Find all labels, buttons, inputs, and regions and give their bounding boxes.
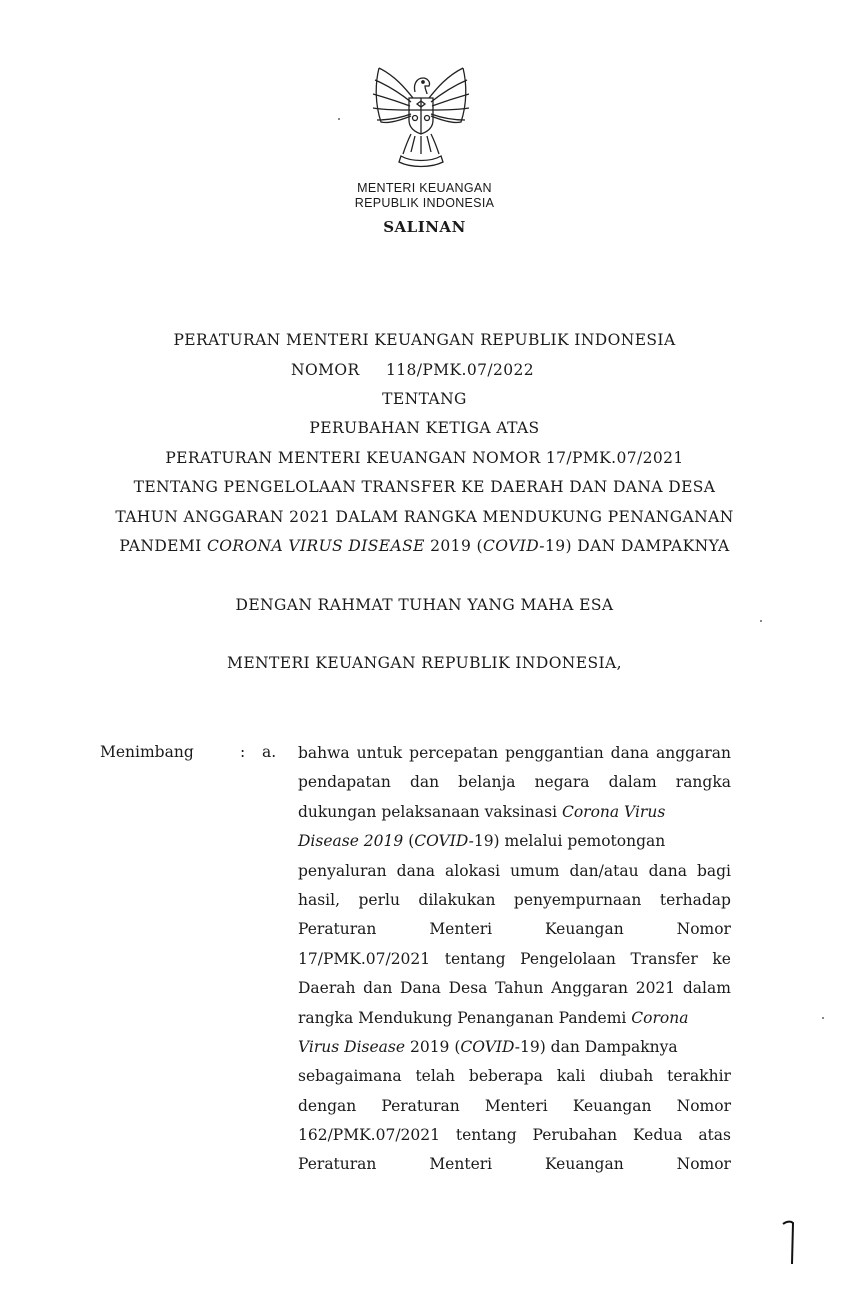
word: Kedua — [632, 1126, 683, 1145]
paragraph-line — [298, 772, 731, 801]
word: umum — [510, 861, 560, 880]
authority-heading: MENTERI KEUANGAN REPUBLIK INDONESIA, — [227, 654, 622, 672]
word: tentang — [444, 949, 506, 968]
subject-line-4: TAHUN ANGGARAN 2021 DALAM RANGKA MENDUKUNG PENANGANAN — [115, 508, 734, 526]
word: perlu — [358, 890, 400, 909]
handwritten-page-number-icon — [780, 1218, 800, 1268]
word: dalam — [608, 773, 657, 792]
word: tentang — [455, 1126, 517, 1145]
paragraph-line: dukungan pelaksanaan vaksinasi Corona Virus — [298, 802, 666, 821]
word: Desa — [448, 979, 488, 998]
word: Peraturan — [381, 1096, 460, 1115]
word: bagi — [696, 861, 731, 880]
paragraph-line: Virus Disease 2019 (COVID-19) dan Dampaknya — [298, 1037, 678, 1056]
word: Nomor — [676, 920, 731, 939]
word: beberapa — [468, 1067, 543, 1086]
invocation: DENGAN RAHMAT TUHAN YANG MAHA ESA — [235, 596, 614, 614]
nomor-value: 118/PMK.07/2022 — [386, 361, 535, 379]
paragraph-line — [298, 949, 731, 978]
word: alokasi — [445, 861, 501, 880]
word: telah — [415, 1067, 456, 1086]
word: terakhir — [667, 1067, 731, 1086]
word: dilakukan — [418, 890, 496, 909]
word: Peraturan — [298, 1155, 377, 1174]
word: Keuangan — [545, 1155, 624, 1174]
word: dana — [648, 861, 687, 880]
consideration-paragraph — [298, 743, 731, 1184]
word: penyaluran — [298, 861, 387, 880]
word: ke — [712, 949, 731, 968]
paragraph-line — [298, 743, 731, 772]
word: Nomor — [676, 1155, 731, 1174]
word: Keuangan — [572, 1096, 652, 1115]
word: diubah — [599, 1067, 654, 1086]
word: Perubahan — [532, 1126, 618, 1145]
paragraph-line — [298, 890, 731, 919]
subject-line-1: PERUBAHAN KETIGA ATAS — [309, 419, 540, 437]
word: bahwa — [298, 744, 350, 762]
word: Daerah — [298, 979, 356, 998]
item-letter: a. — [262, 743, 277, 761]
word: Peraturan — [298, 920, 377, 939]
paragraph-line — [298, 1096, 731, 1125]
paragraph-line — [298, 861, 731, 890]
garuda-emblem-icon — [365, 58, 477, 170]
word: dan — [363, 979, 393, 998]
word: rangka — [675, 773, 731, 792]
regulation-title: PERATURAN MENTERI KEUANGAN REPUBLIK INDONESIA — [173, 331, 676, 349]
word: dana — [610, 744, 650, 762]
word: hasil, — [298, 890, 341, 909]
word: Nomor — [676, 1096, 731, 1115]
paragraph-line: rangka Mendukung Penanganan Pandemi Corona — [298, 1008, 689, 1027]
word: Menteri — [484, 1096, 548, 1115]
word: terhadap — [659, 890, 731, 909]
tentang-label: TENTANG — [382, 390, 467, 408]
word: Transfer — [630, 949, 698, 968]
word: 2021 — [635, 979, 676, 998]
word: dan/atau — [569, 861, 639, 880]
paragraph-line — [298, 919, 731, 948]
word: dan — [409, 773, 440, 792]
word: Tahun — [495, 979, 544, 998]
subject-line-3: TENTANG PENGELOLAAN TRANSFER KE DAERAH DAN DANA DESA — [133, 478, 716, 496]
paragraph-line — [298, 1154, 731, 1183]
word: 17/PMK.07/2021 — [298, 949, 431, 968]
scan-speck — [760, 620, 762, 622]
word: pendapatan — [298, 773, 391, 792]
paragraph-line — [298, 978, 731, 1007]
word: Anggaran — [551, 979, 629, 998]
word: dalam — [682, 979, 731, 998]
word: penggantian — [505, 744, 604, 762]
paragraph-line — [298, 1125, 731, 1154]
nomor-label: NOMOR — [291, 361, 360, 379]
issuer-line-1: MENTERI KEUANGAN — [357, 181, 492, 195]
word: Keuangan — [545, 920, 624, 939]
word: Menteri — [429, 920, 493, 939]
word: Menteri — [429, 1155, 493, 1174]
issuer-line-2: REPUBLIK INDONESIA — [354, 196, 495, 210]
menimbang-colon: : — [240, 743, 246, 761]
word: anggaran — [656, 744, 731, 762]
word: penyempurnaan — [513, 890, 642, 909]
word: untuk — [356, 744, 403, 762]
word: dengan — [298, 1096, 357, 1115]
subject-line-5: PANDEMI CORONA VIRUS DISEASE 2019 (COVID-19) DAN DAMPAKNYA — [119, 537, 730, 555]
menimbang-label: Menimbang — [100, 743, 194, 761]
word: Pengelolaan — [520, 949, 616, 968]
copy-label: SALINAN — [383, 218, 466, 236]
scan-speck — [822, 1017, 824, 1019]
word: belanja — [458, 773, 516, 792]
word: Dana — [400, 979, 441, 998]
word: kali — [556, 1067, 586, 1086]
subject-line-2: PERATURAN MENTERI KEUANGAN NOMOR 17/PMK.07/2021 — [165, 449, 684, 467]
paragraph-line: Disease 2019 (COVID-19) melalui pemotongan — [298, 832, 666, 851]
paragraph-line — [298, 1066, 731, 1095]
word: dana — [396, 861, 436, 880]
scan-speck — [338, 118, 340, 120]
word: sebagaimana — [298, 1067, 402, 1086]
word: negara — [534, 773, 590, 792]
word: 162/PMK.07/2021 — [298, 1126, 441, 1145]
word: atas — [698, 1126, 731, 1145]
word: percepatan — [409, 744, 499, 762]
